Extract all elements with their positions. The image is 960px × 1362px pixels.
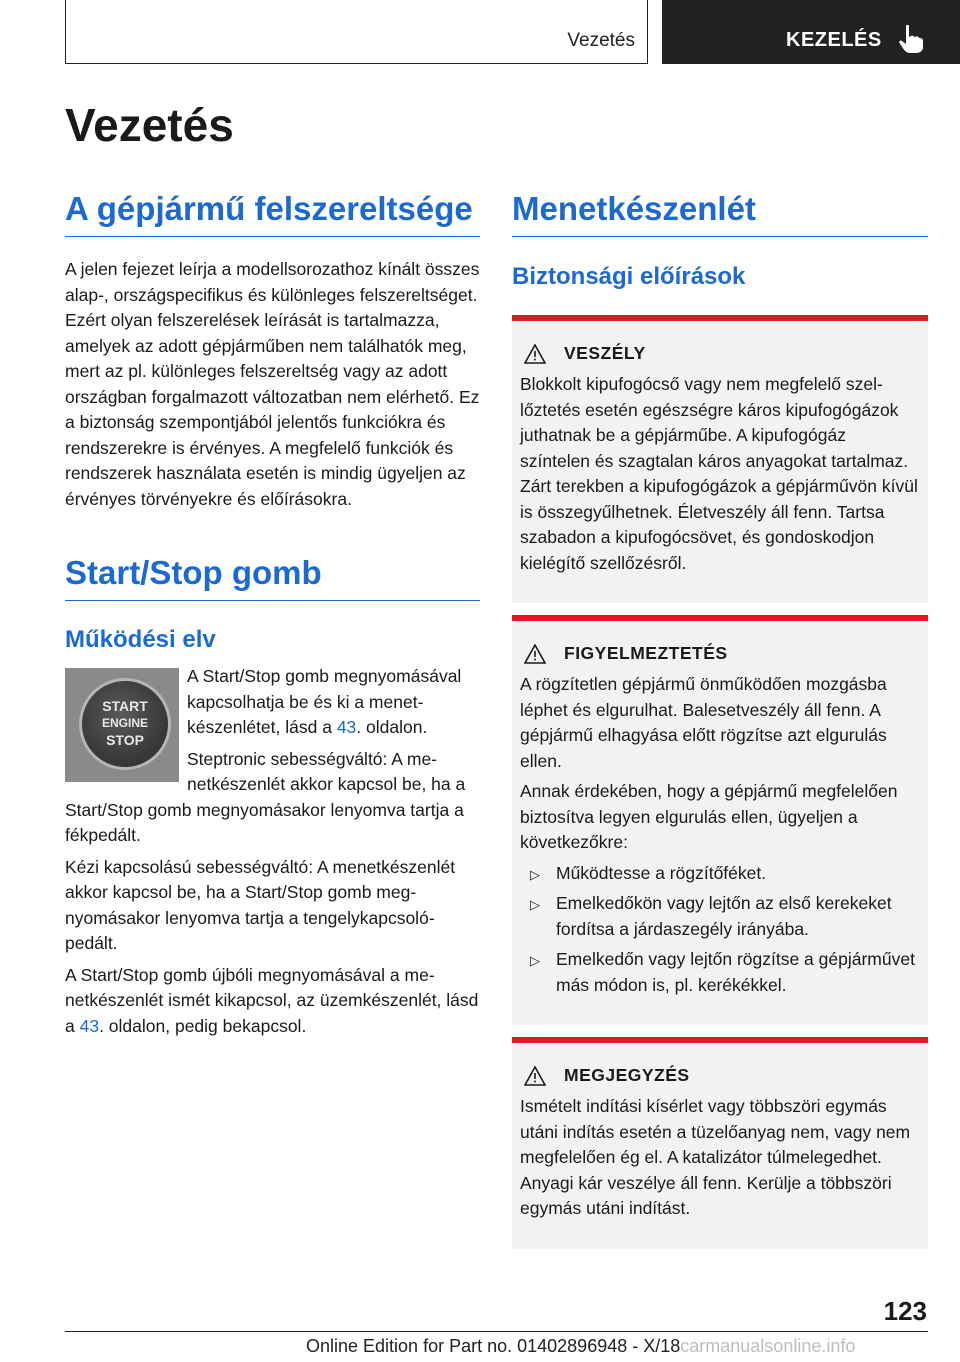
paragraph-start-stop-1: A Start/Stop gomb megnyomásával kapcsolhatja be és ki a menetkészenlétet, lásd a 43. oldalon. [187,666,462,737]
heading-drive-ready: Menetkészenlét [512,190,928,237]
button-label-stop: STOP [106,732,144,748]
button-label-engine: ENGINE [101,716,148,730]
warning-text: Annak érdekében, hogy a gépjármű megfelelően biztosítva legyen elgurulás ellen, ügyeljen a következőkre: [520,781,898,852]
footer [306,1336,855,1357]
warning-text: Ismételt indítási kísérlet vagy többszöri egymás utáni indítás esetén a tüzelőanyag nem, vagy nem megfelelően ég el. A katalizátor túlmelegedhet. Anyagi kár veszélye áll fenn. Kerülje a többszöri egymás utáni indítást. [520,1096,911,1218]
right-column [512,190,928,1249]
paragraph-equipment: A jelen fejezet leírja a modellsorozathoz kínált összes alap-, országspecifikus és különleges felszereltséget. Ezért olyan felszerelések leírását is tartalmazza, amelyek az adott gépjárműben nem találhatók meg, mert az pl. különleges felszereltség vagy az adott országban forgalmazott változatban nem elérhető. Ez a biztonság szempontjából jelentős funkciókra és rendszerekre is érvényes. A megfelelő funkciók és rendszerek használata esetén is mindig ügyeljen az érvényes törvényekre és előírásokra. [65,259,480,509]
page-title: Vezetés [65,99,234,151]
list-item: ▷ Emelkedőkön vagy lejtőn az első kerekeket fordítsa a járdaszegély irányába. [530,893,892,939]
button-label-start: START [102,698,148,714]
warning-box-notice [512,1037,928,1249]
paragraph-start-stop-off: A Start/Stop gomb újbóli megnyomásával a menetkészenlét ismét kikapcsol, az üzemkészenlét, lásd a 43. oldalon, pedig bekapcsol. [65,964,479,1036]
bullet-list [520,861,920,999]
list-item: ▷ Működtesse a rögzítőféket. [520,861,920,887]
warning-triangle-icon [524,644,546,664]
heading-principle: Működési elv [65,626,216,653]
footer-watermark: carmanualsonline.info [680,1336,856,1356]
warning-text: Blokkolt kipufogócső vagy nem megfelelő szellőztetés esetén egészségre káros kipufogógázok juthatnak be a gépjárműbe. A kipufogógáz színtelen és szagtalan káros anyagokat tartalmaz. Zárt terekben a kipufogógázok a gépjárművön kívül is összegyűlhetnek. Életveszély áll fenn. Tartsa szabadon a kipufogócsövet, és gondoskodjon kielégítő szellőzésről. [520,374,918,573]
warning-triangle-icon [524,1066,546,1086]
header-chapter-tab [662,0,960,64]
warning-text: A rögzítetlen gépjármű önműködően mozgásba léphet és elgurulhat. Balesetveszély áll fenn. A gépjármű elhagyása előtt rögzítse azt elgurulás ellen. [520,674,887,771]
bullet-triangle-icon: ▷ [530,897,540,912]
header-chapter-label: KEZELÉS [786,29,882,51]
start-stop-button-image [65,668,179,782]
warning-title: MEGJEGYZÉS [564,1065,690,1085]
bullet-triangle-icon: ▷ [530,953,540,968]
paragraph-manual: Kézi kapcsolású sebességváltó: A menetkészenlét akkor kapcsol be, ha a Start/Stop gomb megnyomásakor lenyomva tartja a tengelykapcsolópedált. [65,856,456,953]
header-section-tab [65,0,648,64]
list-item: ▷ Emelkedőn vagy lejtőn rögzítse a gépjárművet más módon is, pl. kerékékkel. [530,949,915,995]
footer-edition: Online Edition for Part no. 01402896948 - X/18 [306,1336,681,1356]
warning-title: VESZÉLY [564,343,646,363]
hand-pointer-icon [898,24,924,54]
heading-vehicle-equipment: A gépjármű felszereltsége [65,190,480,237]
bullet-triangle-icon: ▷ [530,866,540,882]
paragraph-steptronic: Steptronic sebességváltó: A menetkészenlét akkor kapcsol be, ha a Start/Stop gomb megnyomásakor lenyomva tartja a fékpedált. [65,748,466,845]
warning-box-danger [512,315,928,603]
heading-start-stop: Start/Stop gomb [65,554,480,601]
warning-box-caution [512,615,928,1025]
footer-divider [65,1331,928,1332]
header-section-label: Vezetés [567,30,635,51]
heading-safety: Biztonsági előírások [512,263,746,290]
warning-triangle-icon [524,344,546,364]
warning-title: FIGYELMEZTETÉS [564,643,728,663]
left-column [65,190,480,1039]
page-link-43[interactable]: 43 [79,1015,100,1036]
page-link-43[interactable]: 43 [336,717,357,737]
page-number: 123 [883,1296,927,1326]
